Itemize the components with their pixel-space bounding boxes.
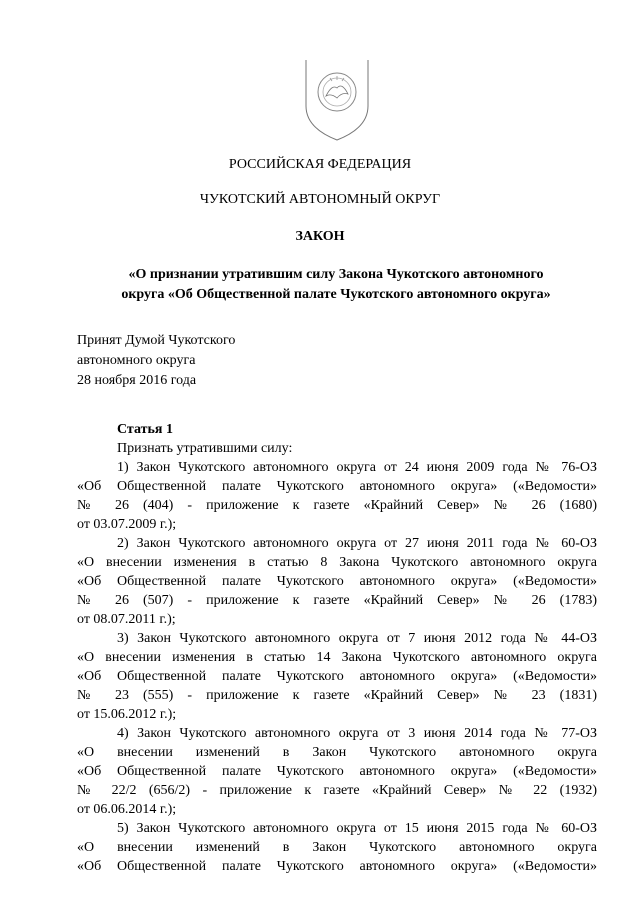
article-heading: Статья 1 (117, 422, 173, 437)
document-type: ЗАКОН (295, 229, 345, 244)
list-item: 4) Закон Чукотского автономного округа от 3 июня 2014 года № 77-ОЗ «О внесении изменений в Закон Чукотского автономного округа «Об Общественной палате Чукотского автономного округа» («Ведомости» № 22/2 (656/2) - приложение к газете «Крайний Север» № 22 (1932) от 06.06.2014 г.); (77, 726, 597, 817)
federation-line: РОССИЙСКАЯ ФЕДЕРАЦИЯ (228, 157, 412, 172)
law-title (76, 265, 596, 305)
law-title-line: «О признании утратившим силу Закона Чукотского автономного (128, 267, 544, 282)
adoption-line: Принят Думой Чукотского (77, 333, 236, 348)
list-item: 5) Закон Чукотского автономного округа от 15 июня 2015 года № 60-ОЗ «О внесении изменений в Закон Чукотского автономного округа «Об Общественной палате Чукотского автономного округа» («Ведомости» (77, 821, 597, 874)
list-item: 2) Закон Чукотского автономного округа от 27 июня 2011 года № 60-ОЗ «О внесении изменения в статью 8 Закона Чукотского автономного округа «Об Общественной палате Чукотского автономного округа» («Ведомости» № 26 (507) - приложение к газете «Крайний Север» № 26 (1783) от 08.07.2011 г.); (77, 536, 597, 627)
article-1 (77, 420, 597, 876)
adoption-date: 28 ноября 2016 года (77, 373, 197, 388)
adoption-line: автономного округа (77, 353, 196, 368)
list-item: 1) Закон Чукотского автономного округа от 24 июня 2009 года № 76-ОЗ «Об Общественной палате Чукотского автономного округа» («Ведомости» № 26 (404) - приложение к газете «Крайний Север» № 26 (1680) от 03.07.2009 г.); (77, 460, 597, 532)
adoption-note (77, 331, 235, 391)
law-title-line: округа «Об Общественной палате Чукотского автономного округа» (121, 287, 551, 302)
coat-of-arms-emblem (300, 56, 374, 144)
region-line: ЧУКОТСКИЙ АВТОНОМНЫЙ ОКРУГ (199, 192, 441, 207)
article-intro: Признать утратившими силу: (117, 441, 293, 456)
list-item: 3) Закон Чукотского автономного округа от 7 июня 2012 года № 44-ОЗ «О внесении изменения в статью 14 Закона Чукотского автономного округа «Об Общественной палате Чукотского автономного округа» («Ведомости» № 23 (555) - приложение к газете «Крайний Север» № 23 (1831) от 15.06.2012 г.); (77, 631, 597, 722)
